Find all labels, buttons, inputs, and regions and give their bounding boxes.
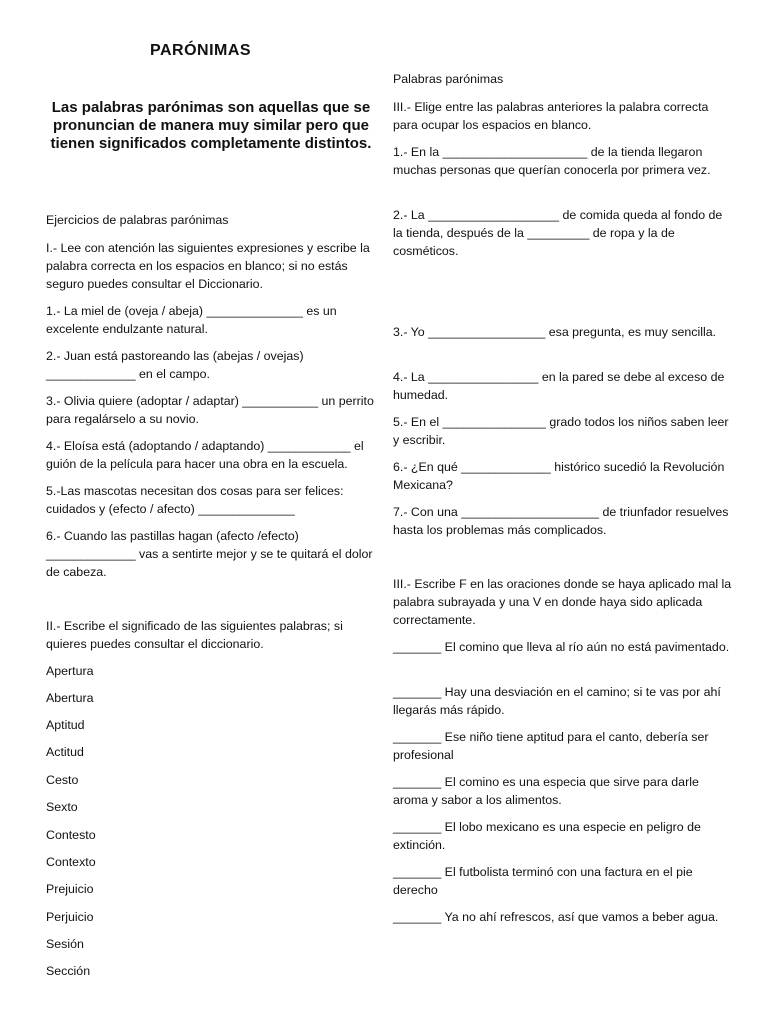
section1-item: 1.- La miel de (oveja / abeja) ______________ es un excelente endulzante natural. xyxy=(46,304,337,336)
vocab-word: Sexto xyxy=(46,800,78,814)
section4-item: _______ Ya no ahí refrescos, así que vamos a beber agua. xyxy=(393,910,719,924)
vocab-word: Sección xyxy=(46,964,91,978)
vocab-word: Actitud xyxy=(46,745,84,759)
section1-item: 4.- Eloísa está (adoptando / adaptando) ____________ el guión de la película para hacer una obra en la escuela. xyxy=(46,439,364,471)
intro-definition: Las palabras parónimas son aquellas que se pronuncian de manera muy similar pero que tienen significados completamente distintos. xyxy=(50,99,372,152)
section3-item: 6.- ¿En qué _____________ histórico sucedió la Revolución Mexicana? xyxy=(393,460,725,492)
right-heading: Palabras parónimas xyxy=(393,72,504,86)
section3-item: 7.- Con una ____________________ de triunfador resuelves hasta los problemas más complicados. xyxy=(393,505,729,537)
section2-instructions: II.- Escribe el significado de las siguientes palabras; si quieres puedes consultar el diccionario. xyxy=(46,619,343,651)
vocab-word: Apertura xyxy=(46,664,94,678)
section1-item: 2.- Juan está pastoreando las (abejas / ovejas) _____________ en el campo. xyxy=(46,349,304,381)
section4-item: _______ Hay una desviación en el camino; si te vas por ahí llegarás más rápido. xyxy=(393,685,721,717)
section4-item: _______ El comino que lleva al río aún no está pavimentado. xyxy=(393,640,730,654)
section4-item: _______ El futbolista terminó con una factura en el pie derecho xyxy=(393,865,693,897)
section3-item: 1.- En la _____________________ de la tienda llegaron muchas personas que querían conocerla por primera vez. xyxy=(393,145,711,177)
vocab-word: Contesto xyxy=(46,828,96,842)
vocab-word: Cesto xyxy=(46,773,79,787)
section3-item: 4.- La ________________ en la pared se debe al exceso de humedad. xyxy=(393,370,725,402)
section1-item: 3.- Olivia quiere (adoptar / adaptar) ___________ un perrito para regalárselo a su novio. xyxy=(46,394,374,426)
vocab-word: Contexto xyxy=(46,855,96,869)
page-title: PARÓNIMAS xyxy=(150,42,252,59)
vocab-word: Perjuicio xyxy=(46,910,94,924)
section1-instructions: I.- Lee con atención las siguientes expresiones y escribe la palabra correcta en los espacios en blanco; si no estás seguro puedes consultar el Diccionario. xyxy=(46,241,370,291)
vocab-word: Abertura xyxy=(46,691,94,705)
vocab-word: Aptitud xyxy=(46,718,85,732)
section1-item: 6.- Cuando las pastillas hagan (afecto /efecto) _____________ vas a sentirte mejor y se te quitará el dolor de cabeza. xyxy=(46,529,373,579)
exercises-heading: Ejercicios de palabras parónimas xyxy=(46,213,229,227)
vocab-word: Prejuicio xyxy=(46,882,94,896)
section3-item: 5.- En el _______________ grado todos los niños saben leer y escribir. xyxy=(393,415,729,447)
section4-item: _______ El lobo mexicano es una especie en peligro de extinción. xyxy=(393,820,701,852)
section3-item: 3.- Yo _________________ esa pregunta, es muy sencilla. xyxy=(393,325,717,339)
section4-item: _______ El comino es una especia que sirve para darle aroma y sabor a los alimentos. xyxy=(393,775,699,807)
section3-item: 2.- La ___________________ de comida queda al fondo de la tienda, después de la _________ de ropa y la de cosméticos. xyxy=(393,208,723,258)
section1-item: 5.-Las mascotas necesitan dos cosas para ser felices: cuidados y (efecto / afecto) ______________ xyxy=(46,484,344,516)
section3-instructions: III.- Elige entre las palabras anteriores la palabra correcta para ocupar los espacios en blanco. xyxy=(393,100,709,132)
section4-instructions: III.- Escribe F en las oraciones donde se haya aplicado mal la palabra subrayada y una V en donde haya sido aplicada correctamente. xyxy=(393,577,732,627)
vocab-word: Sesión xyxy=(46,937,84,951)
section4-item: _______ Ese niño tiene aptitud para el canto, debería ser profesional xyxy=(393,730,709,762)
